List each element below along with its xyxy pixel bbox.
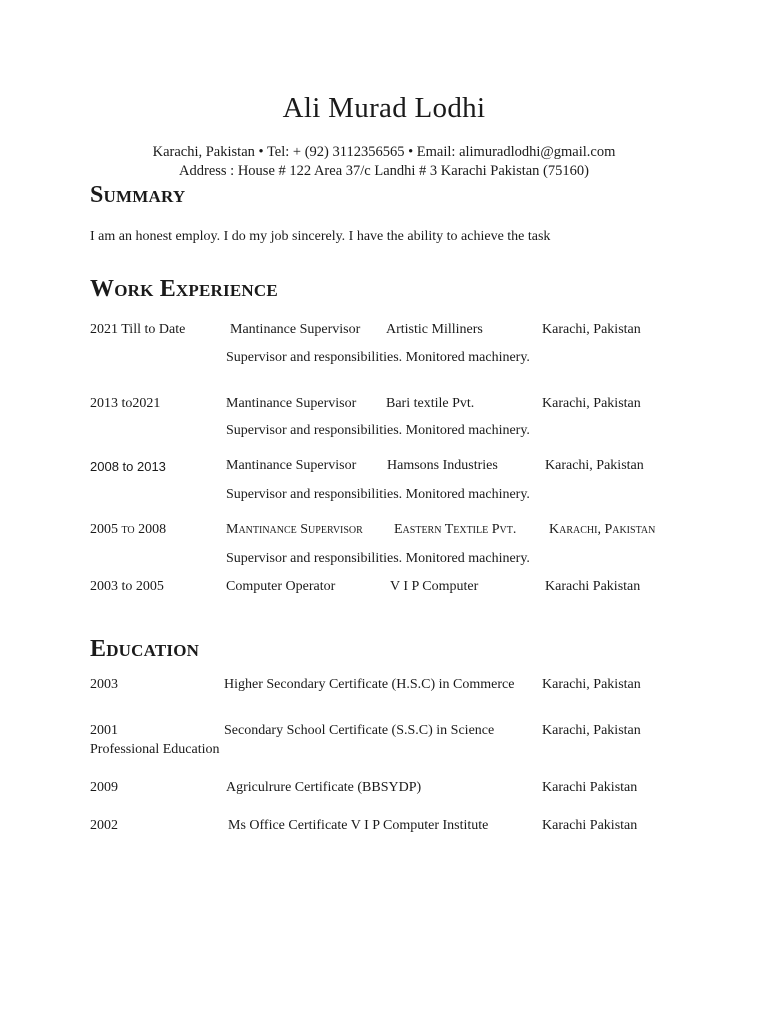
work-location: Karachi Pakistan (545, 579, 641, 594)
work-company: Artistic Milliners (386, 322, 483, 337)
address-line: Address : House # 122 Area 37/c Landhi # 3 Karachi Pakistan (75160) (179, 163, 589, 179)
contact-line: Karachi, Pakistan • Tel: + (92) 3112356565 • Email: alimuradlodhi@gmail.com (152, 144, 616, 160)
work-location: Karachi, Pakistan (542, 322, 641, 337)
work-company: Hamsons Industries (387, 458, 498, 473)
work-location: Karachi, Pakistan (549, 522, 656, 537)
work-title: Mantinance Supervisor (230, 322, 361, 337)
education-location: Karachi, Pakistan (542, 677, 641, 692)
work-period: 2008 to 2013 (90, 459, 166, 474)
education-qualification: Ms Office Certificate V I P Computer Institute (228, 818, 489, 833)
education-year: 2003 (90, 677, 118, 692)
education-qualification: Agriculrure Certificate (BBSYDP) (226, 780, 422, 795)
education-location: Karachi Pakistan (542, 780, 638, 795)
work-period: 2021 Till to Date (90, 322, 186, 337)
summary-heading: Summary (90, 182, 186, 208)
work-title: Computer Operator (226, 579, 336, 594)
education-heading: Education (90, 636, 200, 662)
work-description: Supervisor and responsibilities. Monitored machinery. (226, 551, 530, 566)
work-title: Mantinance Supervisor (226, 458, 357, 473)
work-experience-heading: Work Experience (90, 276, 278, 302)
work-description: Supervisor and responsibilities. Monitored machinery. (226, 487, 530, 502)
education-year: 2001 (90, 723, 118, 738)
work-period: 2013 to2021 (90, 396, 161, 411)
work-location: Karachi, Pakistan (542, 396, 641, 411)
work-company: V I P Computer (390, 579, 479, 594)
summary-text: I am an honest employ. I do my job sincerely. I have the ability to achieve the task (90, 229, 551, 244)
work-description: Supervisor and responsibilities. Monitored machinery. (226, 350, 530, 365)
work-title: Mantinance Supervisor (226, 522, 363, 537)
resume-name: Ali Murad Lodhi (282, 92, 486, 124)
work-company: Bari textile Pvt. (386, 396, 475, 411)
work-location: Karachi, Pakistan (545, 458, 644, 473)
education-qualification: Higher Secondary Certificate (H.S.C) in Commerce (224, 677, 515, 692)
education-qualification: Secondary School Certificate (S.S.C) in Science (224, 723, 495, 738)
education-year: 2002 (90, 818, 118, 833)
education-location: Karachi, Pakistan (542, 723, 641, 738)
work-description: Supervisor and responsibilities. Monitored machinery. (226, 423, 530, 438)
work-period: 2003 to 2005 (90, 579, 164, 594)
education-year: 2009 (90, 780, 118, 795)
education-location: Karachi Pakistan (542, 818, 638, 833)
work-title: Mantinance Supervisor (226, 396, 357, 411)
work-company: Eastern Textile Pvt. (394, 522, 517, 537)
work-period: 2005 to 2008 (90, 522, 167, 537)
professional-education-label: Professional Education (90, 742, 220, 757)
